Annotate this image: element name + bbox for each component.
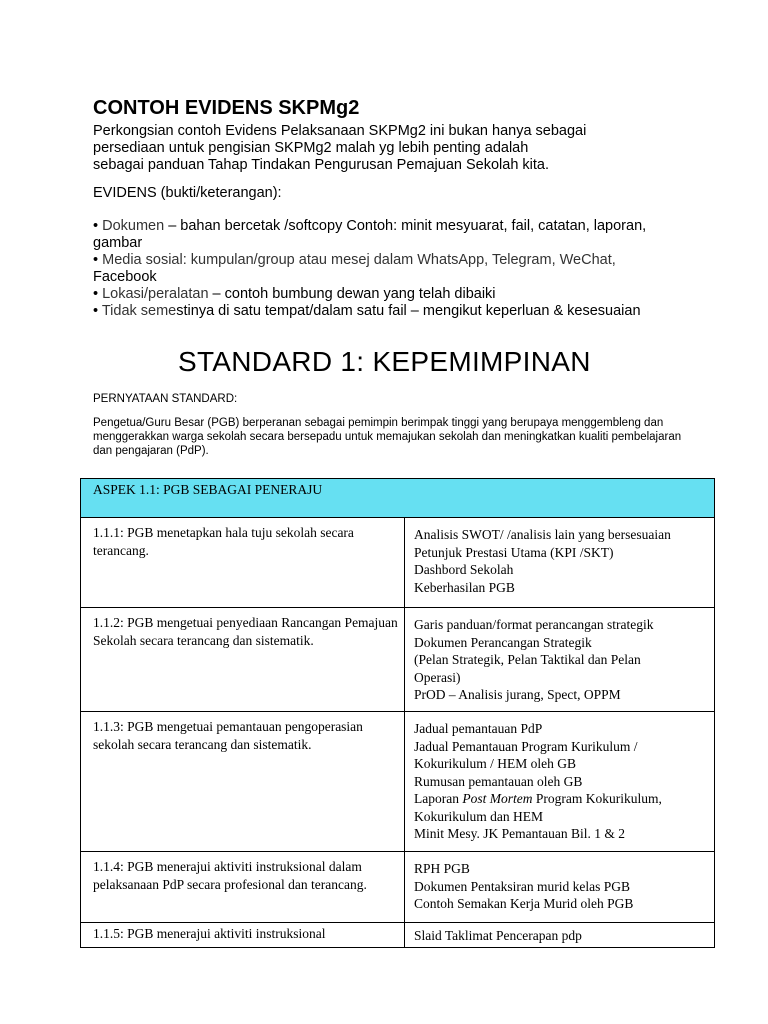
document-title: CONTOH EVIDENS SKPMg2 xyxy=(93,97,360,119)
bullet-item xyxy=(93,303,673,320)
bullet-item xyxy=(93,252,673,286)
evidence-line: (Pelan Strategik, Pelan Taktikal dan Pelan xyxy=(414,652,641,667)
bullet-marker: • xyxy=(93,218,103,234)
evidence-line: Keberhasilan PGB xyxy=(414,579,515,595)
intro-line: sebagai panduan Tahap Tindakan Pengurusan Pemajuan Sekolah kita. xyxy=(93,157,550,173)
standard-statement: Pengetua/Guru Besar (PGB) berperanan sebagai pemimpin berimpak tinggi yang berupaya menggembleng dan menggerakkan warga sekolah secara bersepadu untuk memajukan sekolah dan meningkatkan kualiti pembelajaran dan pengajaran (PdP). xyxy=(93,417,682,457)
bullet-lead: Lokasi/peralatan xyxy=(102,286,209,302)
evidence-line: Dokumen Pentaksiran murid kelas PGB xyxy=(414,878,630,894)
table-row xyxy=(81,608,715,712)
evidence-line: RPH PGB xyxy=(414,861,470,876)
evidence-line: Garis panduan/format perancangan strategik xyxy=(414,617,654,632)
bullet-marker: • xyxy=(93,252,103,268)
bullet-text: stinya di satu tempat/dalam satu fail – mengikut keperluan & kesesuaian xyxy=(176,303,641,319)
evidence-cell xyxy=(405,923,715,948)
criterion-cell: 1.1.2: PGB mengetuai penyediaan Rancangan Pemajuan Sekolah secara terancang dan sistematik. xyxy=(81,608,405,712)
table-row xyxy=(81,518,715,608)
bullet-text: – contoh bumbung dewan yang telah dibaiki xyxy=(208,286,496,302)
bullet-text: – bahan bercetak /softcopy Contoh: minit mesyuarat, fail, catatan, laporan, gambar xyxy=(93,218,647,251)
evidence-line: Contoh Semakan Kerja Murid oleh PGB xyxy=(414,896,634,911)
evidence-line: PrOD – Analisis jurang, Spect, OPPM xyxy=(414,687,621,702)
bullet-marker: • xyxy=(93,303,102,319)
criterion-cell: 1.1.4: PGB menerajui aktiviti instruksional dalam pelaksanaan PdP secara profesional dan terancang. xyxy=(81,852,405,923)
intro-paragraph xyxy=(93,123,693,174)
evidence-line: Dokumen Perancangan Strategik xyxy=(414,634,592,650)
table-row xyxy=(81,712,715,852)
criterion-cell: 1.1.1: PGB menetapkan hala tuju sekolah secara terancang. xyxy=(81,518,405,608)
evidence-line: Jadual pemantauan PdP xyxy=(414,721,543,736)
intro-line: persediaan untuk pengisian SKPMg2 malah yg lebih penting adalah xyxy=(93,140,529,156)
evidence-line: Jadual Pemantauan Program Kurikulum / xyxy=(414,738,638,754)
evidence-line: Kokurikulum dan HEM xyxy=(414,808,543,824)
aspect-title: ASPEK 1.1: PGB SEBAGAI PENERAJU xyxy=(81,479,715,518)
bullet-item xyxy=(93,218,673,252)
criterion-cell: 1.1.5: PGB menerajui aktiviti instruksional xyxy=(81,923,405,948)
bullet-text: Facebook xyxy=(93,269,157,285)
table-row xyxy=(81,852,715,923)
standard-heading: STANDARD 1: KEPEMIMPINAN xyxy=(178,346,591,377)
evidence-line: Dashbord Sekolah xyxy=(414,562,514,577)
evidence-line: Slaid Taklimat Pencerapan pdp xyxy=(414,928,582,943)
evidence-cell xyxy=(405,712,715,852)
intro-line: Perkongsian contoh Evidens Pelaksanaan SKPMg2 ini bukan hanya sebagai xyxy=(93,123,587,139)
evidens-label: EVIDENS (bukti/keterangan): xyxy=(93,185,282,201)
standard-label: PERNYATAAN STANDARD: xyxy=(93,393,238,405)
evidence-line: Kokurikulum / HEM oleh GB xyxy=(414,756,576,771)
evidence-line: Rumusan pemantauan oleh GB xyxy=(414,773,583,789)
bullet-lead: Tidak seme xyxy=(101,303,177,319)
evidence-cell xyxy=(405,852,715,923)
evidence-cell xyxy=(405,518,715,608)
evidence-line: Analisis SWOT/ /analisis lain yang bersesuaian xyxy=(414,527,671,542)
table-row xyxy=(81,923,715,948)
bullet-lead: Dokumen xyxy=(102,218,165,234)
bullet-marker: • xyxy=(93,286,103,302)
bullet-item xyxy=(93,286,673,303)
evidence-line: Laporan Post Mortem Program Kokurikulum, xyxy=(414,791,662,806)
evidence-line: Operasi) xyxy=(414,669,461,685)
evidence-bullet-list xyxy=(93,218,673,320)
bullet-lead: Media sosial: kumpulan/group atau mesej dalam WhatsApp, Telegram, WeChat, xyxy=(102,252,616,268)
evidence-line: Petunjuk Prestasi Utama (KPI /SKT) xyxy=(414,544,614,560)
evidence-line: Minit Mesy. JK Pemantauan Bil. 1 & 2 xyxy=(414,826,625,841)
evidence-cell xyxy=(405,608,715,712)
criterion-cell: 1.1.3: PGB mengetuai pemantauan pengoperasian sekolah secara terancang dan sistematik. xyxy=(81,712,405,852)
evidence-table xyxy=(80,478,715,948)
aspect-header-row xyxy=(81,479,715,518)
